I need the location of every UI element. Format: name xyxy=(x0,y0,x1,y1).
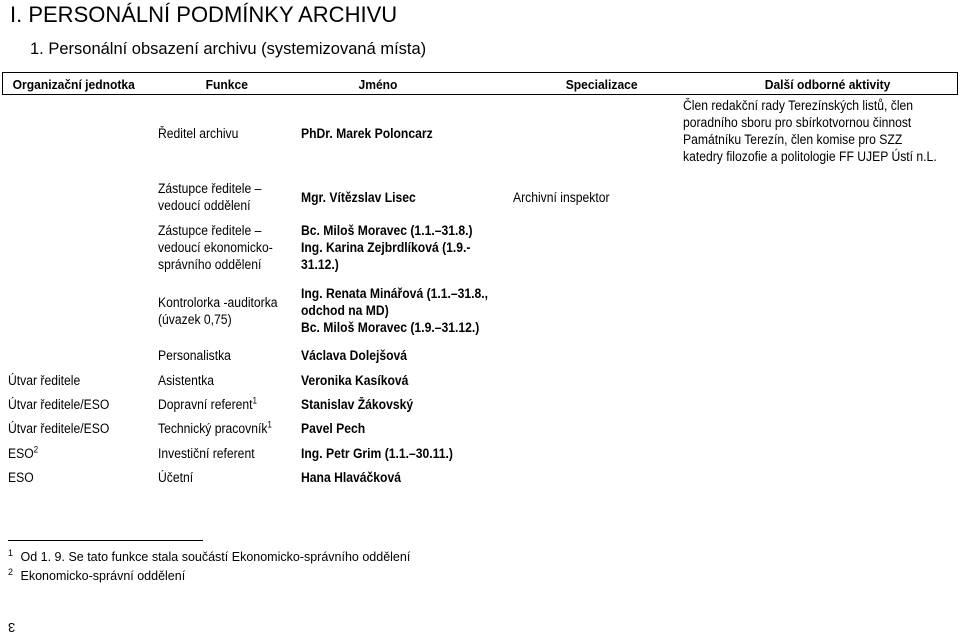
role-cell: Personalistka xyxy=(158,348,231,363)
name-cell: Bc. Miloš Moravec (1.1.–31.8.) Ing. Karina Zejbrdlíková (1.9.- 31.12.) xyxy=(301,223,473,272)
name-cell: Ing. Petr Grim (1.1.–30.11.) xyxy=(301,446,453,461)
footnote-1: $^1$ Od 1. 9. Se tato funkce stala součástí Ekonomicko-správního oddělení xyxy=(8,547,411,564)
name-cell: PhDr. Marek Poloncarz xyxy=(301,126,433,141)
footnote-2: $^2$ Ekonomicko-správní oddělení xyxy=(8,566,186,583)
unit-cell: Útvar ředitele/ESO xyxy=(8,397,110,412)
header-specialization: Specializace xyxy=(565,77,638,92)
unit-cell: ESO xyxy=(8,470,34,485)
name-cell: Veronika Kasíková xyxy=(301,373,409,388)
role-cell: Technický pracovník$^1$ xyxy=(158,419,272,436)
role-cell: Kontrolorka -auditorka (úvazek 0,75) xyxy=(158,295,278,327)
header-left-border xyxy=(2,72,3,95)
header-name: Jméno xyxy=(358,77,398,92)
footnote-ref: 2 xyxy=(33,444,39,455)
name-cell: Hana Hlaváčková xyxy=(301,470,401,485)
other-activities-cell: Člen redakční rady Terezínských listů, člen poradního sboru pro sbírkotvornou činnost Památníku Terezín, člen komise pro SZZ katedry filozofie a politologie FF UJEP Ústí n.L. xyxy=(683,98,937,164)
specialization-cell: Archivní inspektor xyxy=(513,190,610,205)
name-cell: Stanislav Žákovský xyxy=(301,397,414,412)
unit-cell: Útvar ředitele xyxy=(8,373,81,388)
name-cell: Mgr. Vítězslav Lisec xyxy=(301,190,416,205)
header-unit: Organizační jednotka xyxy=(12,77,135,92)
footnote-ref: 1 xyxy=(252,395,258,406)
page-number: 3 xyxy=(8,620,16,635)
role-cell: Ředitel archivu xyxy=(158,126,239,141)
role-cell: Zástupce ředitele – vedoucí ekonomicko- správního oddělení xyxy=(158,223,273,272)
unit-cell: ESO$^2$ xyxy=(8,444,39,461)
header-role: Funkce xyxy=(205,77,248,92)
unit-cell: Útvar ředitele/ESO xyxy=(8,421,110,436)
role-cell: Zástupce ředitele – vedoucí oddělení xyxy=(158,181,262,213)
role-cell: Investiční referent xyxy=(158,446,255,461)
header-bottom-border xyxy=(2,94,958,95)
table-top-border xyxy=(2,72,958,73)
section-subtitle: 1. Personální obsazení archivu (systemizovaná místa) xyxy=(30,40,427,58)
header-right-border xyxy=(957,72,958,95)
name-cell: Václava Dolejšová xyxy=(301,348,408,363)
footnote-separator xyxy=(8,540,203,541)
name-cell: Ing. Renata Minářová (1.1.–31.8., odchod na MD) Bc. Miloš Moravec (1.9.–31.12.) xyxy=(301,286,489,335)
footnote-ref: 1 xyxy=(267,419,272,430)
role-cell: Asistentka xyxy=(158,373,215,388)
name-cell: Pavel Pech xyxy=(301,421,366,436)
role-cell: Dopravní referent$^1$ xyxy=(158,395,258,412)
page-title: I. PERSONÁLNÍ PODMÍNKY ARCHIVU xyxy=(10,2,398,27)
header-other-activities: Další odborné aktivity xyxy=(764,77,891,92)
role-cell: Účetní xyxy=(158,470,194,485)
